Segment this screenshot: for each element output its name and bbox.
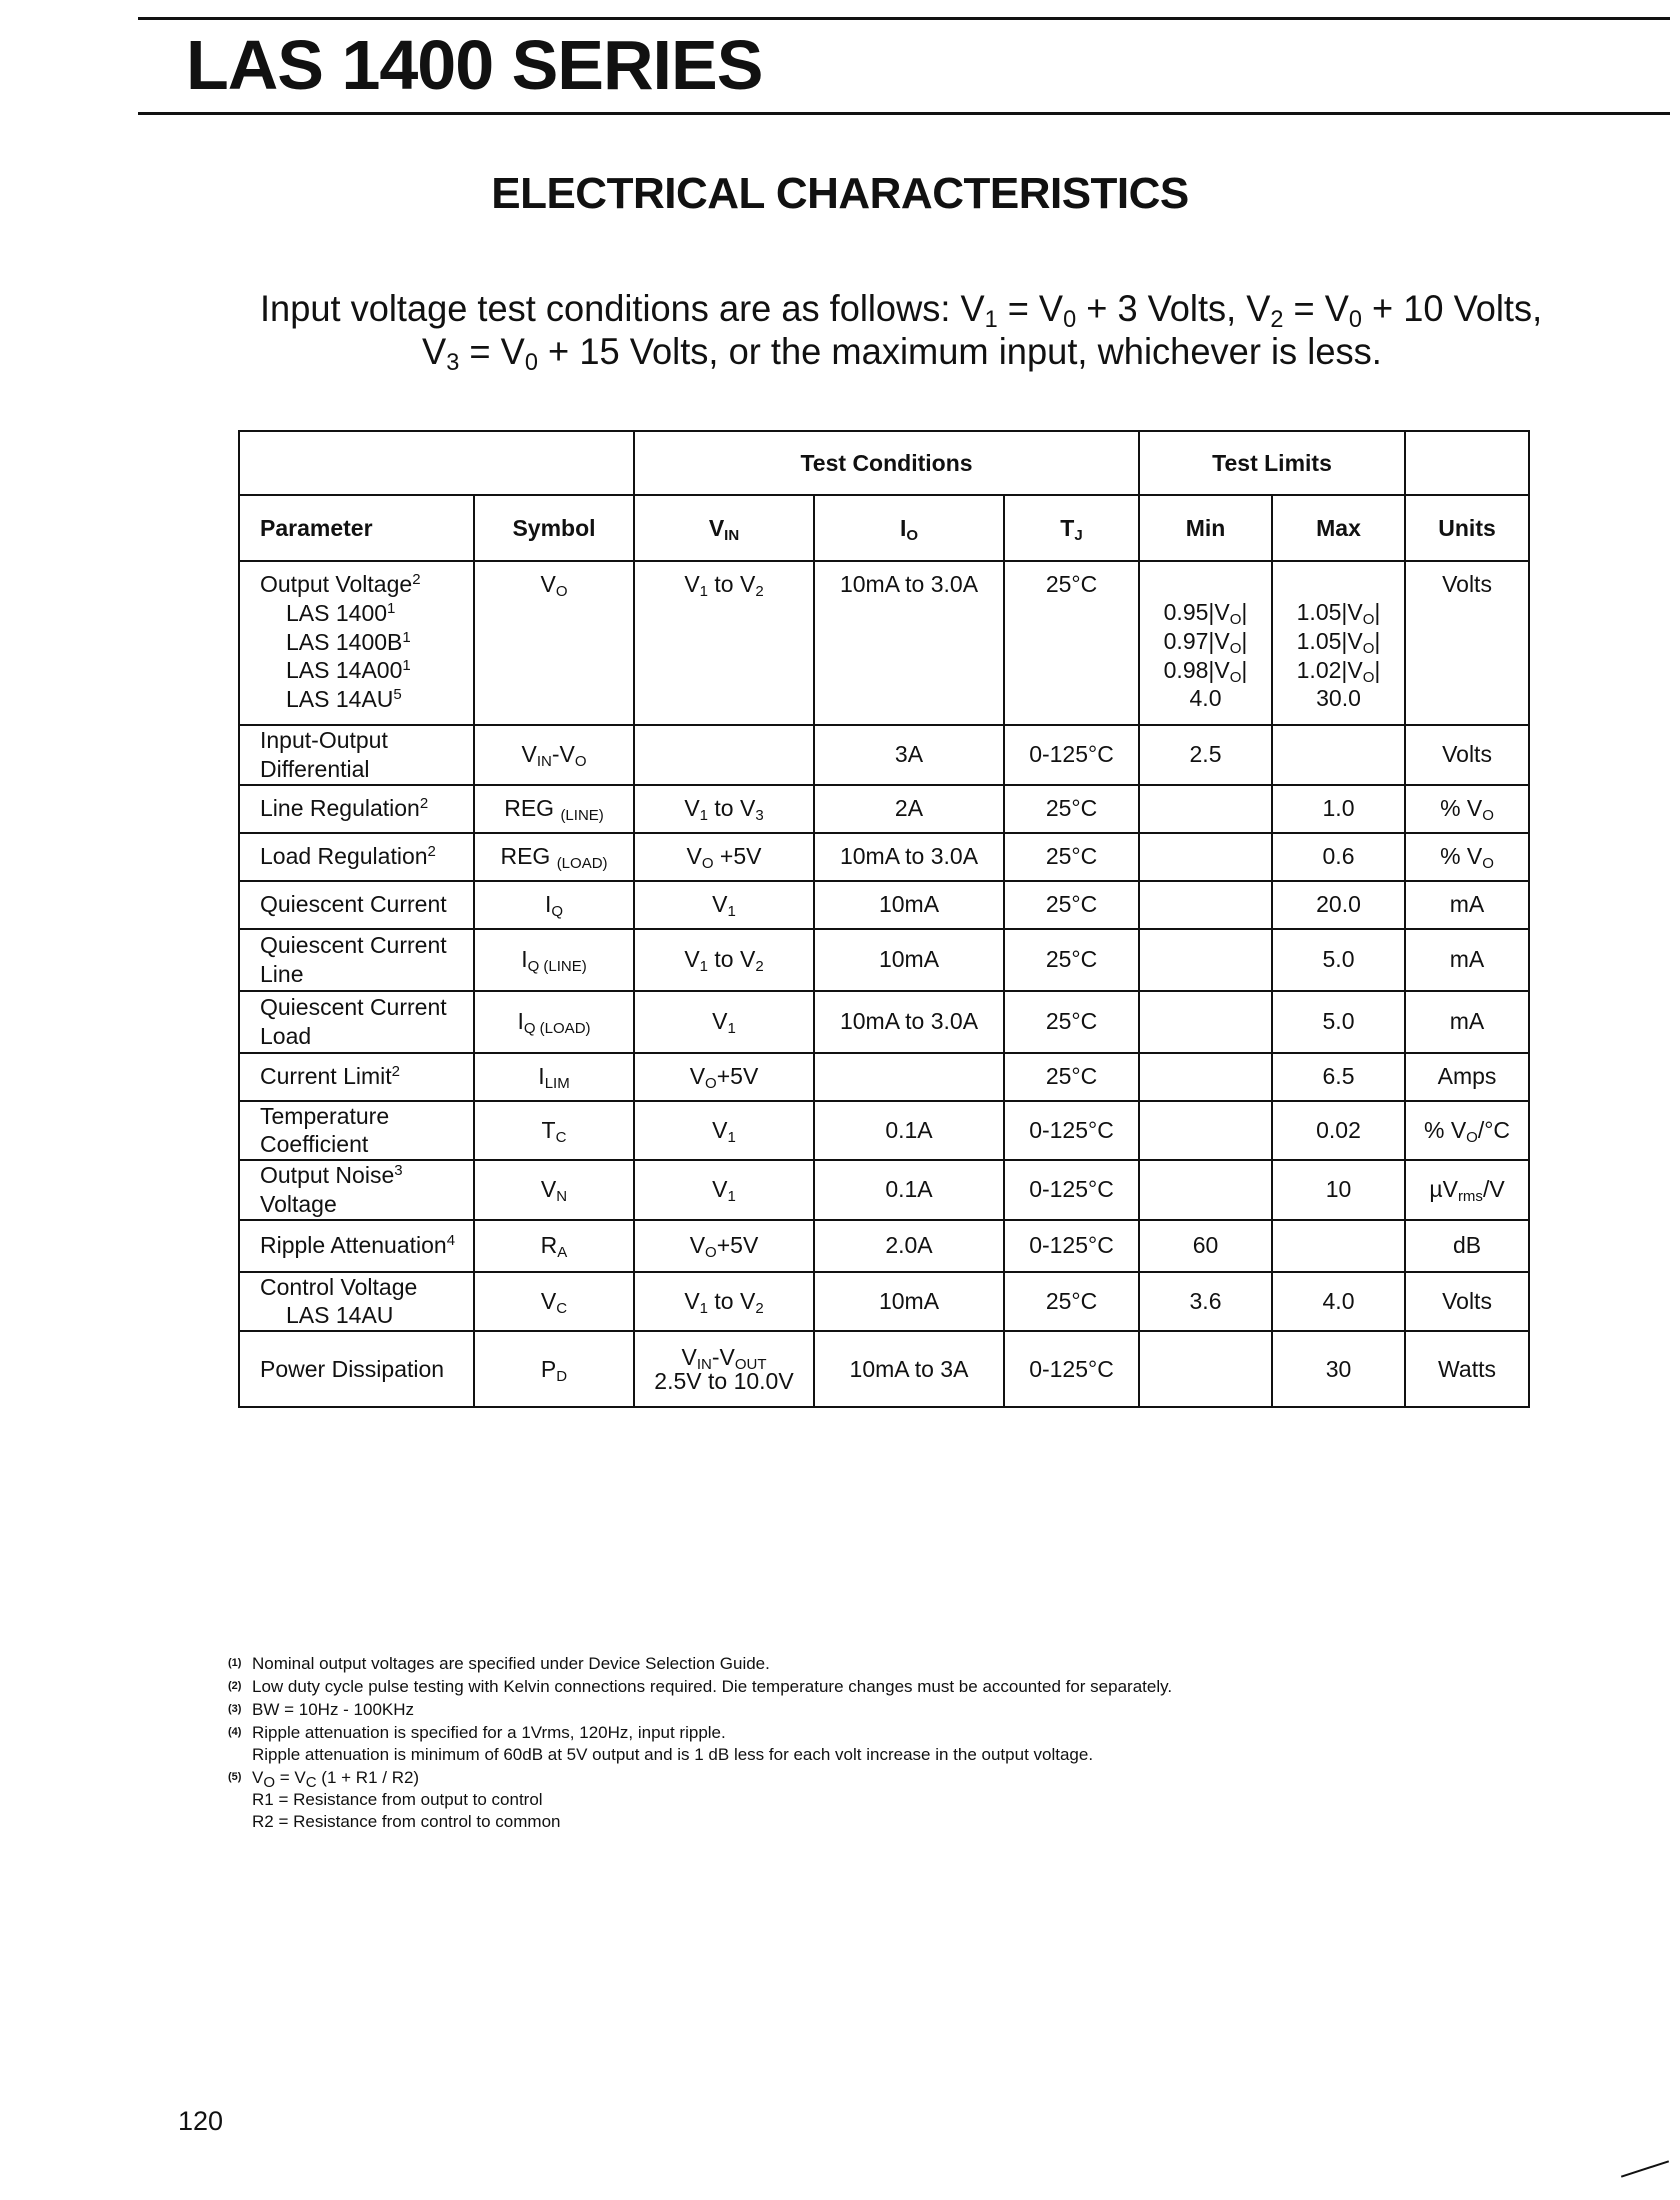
vin-tail: +5V [716,1063,759,1090]
intro-line-2: $V_3 = V_0 + 15$ Volts, or the maximum input, whichever is less. [422,331,1382,376]
intro-line-1: Input voltage test conditions are as follows: $V_1 = V_0 + 3$ Volts, $V_2 = V_0 + 10$ Volts, [260,288,1543,333]
symbol-tail: -V [551,741,575,768]
min-las-14a00: $0.98|V_O|$ [1163,656,1248,686]
symbol-subscript: D [556,1367,568,1385]
row-vin [634,881,814,929]
row-symbol [474,785,634,833]
io-header: $I_O$ [814,495,1004,561]
units-subscript: O [1482,855,1494,873]
symbol-subscript: (LINE) [560,807,604,825]
vin-subscript: 1 [699,1299,709,1317]
max-las-14au: 30.0 [1316,685,1361,712]
footnotes [228,1652,1172,1833]
footnote-3-line [228,1698,1172,1721]
vin-line-1 [641,1343,807,1373]
vin-subscript: 1 [727,1020,736,1038]
units-text: % V [1440,795,1483,822]
formula-text: (1 + R1 / R2) [316,1768,420,1787]
symbol-text: R [540,1232,558,1259]
row-tj: 25°C [1004,785,1139,833]
footnote-4-line [228,1744,1172,1766]
footnote-4-line [228,1721,1172,1744]
row-tj: 25°C [1004,881,1139,929]
row-io: 10mA to 3.0A [814,833,1004,881]
row-symbol [474,1220,634,1272]
vin-tail-subscript: 3 [755,807,764,825]
row-tj: 0-125°C [1004,1220,1139,1272]
max-las-1400: $1.05|V_O|$ [1296,599,1381,628]
variant-las-14au: LAS $14AU^5$ [286,686,402,712]
row-parameter [239,1220,474,1272]
symbol-text: V [540,1176,557,1203]
vin-tail-subscript: 2 [755,958,764,976]
vin-tail: -V [711,1343,735,1370]
vin-text: V [686,843,702,870]
row-vin [634,725,814,785]
row-min [1139,881,1272,929]
row-vin [634,1160,814,1220]
row-units [1405,1160,1529,1220]
formula-subscript: C [305,1774,317,1791]
vin-text: V [689,1063,706,1090]
title-underline-rule [138,112,1670,115]
vin-subscript: 1 [699,807,709,825]
max-las-1400b: $1.05|V_O|$ [1296,627,1381,657]
parameter-line: LAS 14AU [286,1302,394,1329]
footnote-ref: 3 [394,1162,403,1179]
units-tail: /°C [1477,1116,1511,1143]
table-row-output-voltage [239,561,1529,725]
output-voltage-max [1272,561,1405,725]
parameter-line: Power Dissipation [260,1355,445,1382]
empty-group-cell [239,431,634,495]
vin-text: V [684,1287,700,1314]
table-row-quiescent-current [239,881,1529,929]
symbol-subscript: LIM [544,1075,570,1093]
row-min [1139,1160,1272,1220]
row-vin [634,991,814,1053]
footnote-text: Ripple attenuation is minimum of 60dB at 5V output and is 1 dB less for each volt increase in the output voltage. [252,1745,1094,1764]
parameter-line: Current Limit$^2$ [260,1063,400,1090]
parameter-line: Quiescent Current [260,891,447,918]
row-vin [634,785,814,833]
min-las-14au: 4.0 [1189,685,1222,712]
variant-las-1400: LAS 1400$^1$ [286,599,396,626]
units-text: dB [1452,1232,1482,1259]
row-tj: 0-125°C [1004,725,1139,785]
parameter-line: Voltage [260,1190,337,1217]
row-parameter [239,929,474,991]
row-parameter [239,991,474,1053]
row-io: 10mA to 3A [814,1331,1004,1407]
top-rule [138,17,1670,20]
footnote-2-line [228,1675,1172,1698]
row-max: 10 [1272,1160,1405,1220]
row-units [1405,929,1529,991]
vin-text: V [689,1232,706,1259]
vin-subscript: IN [696,1355,712,1373]
units-text: Volts [1442,1287,1492,1314]
row-symbol [474,833,634,881]
row-units [1405,1220,1529,1272]
row-max: 0.6 [1272,833,1405,881]
row-symbol [474,929,634,991]
table-row-quiescent-current-line [239,929,1529,991]
footnote-number: (4) [228,1726,242,1738]
row-vin [634,1220,814,1272]
units-text: % V [1423,1116,1467,1143]
units-text: mA [1449,1008,1485,1035]
units-text: µV [1429,1176,1458,1203]
row-min: 3.6 [1139,1272,1272,1332]
max-header: Max [1272,495,1405,561]
row-min [1139,1331,1272,1407]
row-symbol [474,725,634,785]
vin-subscript: 1 [727,1128,736,1146]
footnote-ref: 2 [427,843,436,861]
row-tj: 25°C [1004,1053,1139,1101]
units-subscript: O [1482,807,1494,825]
row-parameter [239,725,474,785]
footnote-1-line [228,1652,1172,1675]
vin-header: $V_{IN}$ [634,495,814,561]
row-io: 2A [814,785,1004,833]
row-max: 20.0 [1272,881,1405,929]
symbol-subscript: Q (LINE) [527,958,587,976]
parameter-line: Quiescent Current [260,993,447,1020]
vin-tail: +5V [713,843,762,870]
symbol-text: I [521,946,528,973]
vin-subscript: 1 [727,1188,736,1206]
symbol-subscript: A [557,1244,568,1262]
empty-units-group-cell [1405,431,1529,495]
footnote-text: Ripple attenuation is specified for a 1Vrms, 120Hz, input ripple. [252,1723,726,1742]
row-tj: 0-125°C [1004,1331,1139,1407]
symbol-header: Symbol [474,495,634,561]
symbol-subscript: IN [536,753,552,771]
symbol-text: I [538,1063,545,1090]
footnote-5-line [228,1789,1172,1811]
units-text: mA [1449,891,1485,918]
row-symbol [474,881,634,929]
parameter-line: Differential [260,755,370,782]
corner-scan-mark [1621,2160,1669,2177]
footnote-number: (1) [228,1657,242,1669]
row-max: 4.0 [1272,1272,1405,1332]
row-parameter [239,833,474,881]
row-parameter [239,1272,474,1332]
vin-tail: to V [708,795,756,822]
units-text: % V [1440,843,1483,870]
parameter-line: Coefficient [260,1131,369,1158]
parameter-header: Parameter [239,495,474,561]
table-row-current-limit [239,1053,1529,1101]
min-las-1400b: $0.97|V_O|$ [1163,627,1248,657]
row-parameter [239,1160,474,1220]
footnote-text: BW = 10Hz - 100KHz [252,1700,415,1719]
page-number: 120 [178,2106,224,2136]
footnote-number: (2) [228,1680,242,1692]
row-symbol [474,1053,634,1101]
formula-subscript: O [263,1774,276,1791]
output-voltage-vin: $V_1$ to $V_2$ [634,561,814,725]
parameter-line: Control Voltage [260,1273,418,1300]
vin-text: V [712,1116,728,1143]
row-min [1139,991,1272,1053]
row-io: 10mA to 3.0A [814,991,1004,1053]
vin-subscript: 1 [727,903,736,921]
parameter-line: Input-Output [260,727,388,753]
row-tj: 25°C [1004,833,1139,881]
vin-tail-subscript: OUT [734,1355,767,1373]
units-text: mA [1449,946,1485,973]
row-min: 60 [1139,1220,1272,1272]
series-title: LAS 1400 SERIES [186,26,763,104]
electrical-characteristics-table [238,430,1530,1408]
variant-las-14a00: LAS $14A00^1$ [286,657,411,684]
row-parameter [239,1101,474,1161]
output-voltage-io: 10mA to 3.0A [814,561,1004,725]
vin-text: V [712,891,728,918]
tj-header: $T_J$ [1004,495,1139,561]
symbol-subscript: Q (LOAD) [523,1020,591,1038]
row-vin [634,1331,814,1407]
symbol-text: P [540,1355,557,1382]
output-voltage-units: Volts [1405,561,1529,725]
row-max: 5.0 [1272,991,1405,1053]
table-row-line-regulation [239,785,1529,833]
row-io: 10mA [814,929,1004,991]
symbol-text: REG [504,795,561,822]
footnote-5-line [228,1811,1172,1833]
units-text: Amps [1437,1063,1497,1090]
footnote-text: Low duty cycle pulse testing with Kelvin connections required. Die temperature changes must be accounted for separately. [252,1677,1173,1696]
table-row-load-regulation [239,833,1529,881]
row-parameter [239,881,474,929]
parameter-line: Ripple Attenuation$^4$ [260,1232,456,1259]
formula-text: = V [275,1768,306,1787]
output-voltage-symbol: $V_O$ [474,561,634,725]
footnote-text: Nominal output voltages are specified under Device Selection Guide. [252,1654,770,1673]
units-text: Volts [1442,741,1492,768]
table-row-input-output-differential [239,725,1529,785]
footnote-ref: 2 [419,795,429,813]
row-min [1139,929,1272,991]
parameter-line: Output Noise$^3$ [260,1162,403,1188]
vin-subscript: O [701,855,714,873]
variant-las-1400b: LAS $1400B^1$ [286,628,411,655]
row-parameter [239,1053,474,1101]
footnote-5-line [228,1766,1172,1789]
row-symbol [474,1331,634,1407]
output-voltage-min [1139,561,1272,725]
row-max [1272,725,1405,785]
symbol-tail-subscript: O [574,753,587,771]
max-las-14a00: $1.02|V_O|$ [1296,656,1381,686]
group-header-row [239,431,1529,495]
symbol-text: REG [500,843,557,870]
row-io: 0.1A [814,1160,1004,1220]
parameter-line: Quiescent Current [260,931,447,958]
min-las-1400: $0.95|V_O|$ [1163,599,1248,628]
parameter-line: Load Regulation$^2$ [260,843,436,870]
row-io: 0.1A [814,1101,1004,1161]
symbol-text: I [544,891,552,918]
row-io: 10mA [814,881,1004,929]
row-min [1139,833,1272,881]
vin-text: V [681,1343,697,1370]
symbol-text: V [540,1287,557,1314]
parameter-line: Line Regulation$^2$ [260,795,429,822]
table-row-power-dissipation [239,1331,1529,1407]
row-units [1405,881,1529,929]
row-symbol [474,991,634,1053]
units-tail: /V [1482,1176,1505,1203]
row-tj: 0-125°C [1004,1160,1139,1220]
units-subscript: rms [1457,1188,1483,1206]
row-vin [634,1272,814,1332]
row-max: 1.0 [1272,785,1405,833]
row-tj: 0-125°C [1004,1101,1139,1161]
formula-text: V [252,1768,264,1787]
row-min [1139,785,1272,833]
vin-tail: to V [708,946,756,973]
table-row-control-voltage-las-14au [239,1272,1529,1332]
footnote-ref: 4 [446,1232,456,1250]
row-parameter [239,785,474,833]
vin-tail: to V [708,1287,756,1314]
row-parameter [239,1331,474,1407]
row-max: 0.02 [1272,1101,1405,1161]
row-units: Watts [1405,1331,1529,1407]
parameter-line: Line [260,960,304,987]
row-vin [634,929,814,991]
row-units [1405,1053,1529,1101]
row-max: 30 [1272,1331,1405,1407]
symbol-text: I [517,1008,524,1035]
row-units [1405,1272,1529,1332]
row-units [1405,991,1529,1053]
row-io: 3A [814,725,1004,785]
table-row-temperature-coefficient [239,1101,1529,1161]
parameter-line: Load [260,1022,312,1049]
row-min [1139,1053,1272,1101]
output-voltage-parameter: Output Voltage$^2$ LAS 1400$^1$ LAS $1400B^1$ LAS $14A00^1$ LAS $14AU^5$ [239,561,474,725]
section-title: ELECTRICAL CHARACTERISTICS [491,169,1189,218]
symbol-text: T [541,1116,556,1143]
vin-tail: +5V [716,1232,759,1259]
footnote-number: (5) [228,1771,242,1783]
symbol-text: V [521,741,537,768]
vin-text: V [684,795,700,822]
row-units [1405,725,1529,785]
row-vin [634,1101,814,1161]
vin-subscript: 1 [699,958,709,976]
symbol-subscript: Q [551,903,564,921]
test-conditions-header: Test Conditions [634,431,1139,495]
symbol-subscript: C [556,1299,568,1317]
test-limits-header: Test Limits [1139,431,1405,495]
units-header: Units [1405,495,1529,561]
row-tj: 25°C [1004,1272,1139,1332]
min-header: Min [1139,495,1272,561]
row-io [814,1053,1004,1101]
row-vin [634,833,814,881]
vin-line-2: 2.5V to 10.0V [654,1368,794,1394]
row-max: 5.0 [1272,929,1405,991]
symbol-subscript: (LOAD) [556,855,608,873]
column-header-row [239,495,1529,561]
units-subscript: O [1466,1128,1478,1146]
row-min [1139,1101,1272,1161]
footnote-text: R1 = Resistance from output to control [252,1790,543,1809]
table-row-quiescent-current-load [239,991,1529,1053]
footnote-number: (3) [228,1703,242,1715]
row-max [1272,1220,1405,1272]
table-row-ripple-attenuation [239,1220,1529,1272]
symbol-subscript: N [556,1188,568,1206]
row-io: 2.0A [814,1220,1004,1272]
vin-subscript: O [705,1244,717,1262]
row-units [1405,833,1529,881]
row-units [1405,1101,1529,1161]
row-units [1405,785,1529,833]
footnote-ref: 2 [391,1063,400,1081]
symbol-subscript: C [555,1128,567,1146]
row-io: 10mA [814,1272,1004,1332]
row-tj: 25°C [1004,991,1139,1053]
row-symbol [474,1160,634,1220]
table-row-output-noise-voltage [239,1160,1529,1220]
vin-tail-subscript: 2 [755,1299,764,1317]
row-tj: 25°C [1004,929,1139,991]
vin-text: V [684,946,700,973]
row-max: 6.5 [1272,1053,1405,1101]
vin-text: V [712,1008,728,1035]
output-voltage-tj: 25°C [1004,561,1139,725]
vin-subscript: O [705,1075,717,1093]
row-symbol [474,1272,634,1332]
row-min: 2.5 [1139,725,1272,785]
vin-text: V [712,1176,728,1203]
row-symbol [474,1101,634,1161]
footnote-text: R2 = Resistance from control to common [252,1812,561,1831]
row-vin [634,1053,814,1101]
parameter-line: Temperature [260,1102,390,1129]
